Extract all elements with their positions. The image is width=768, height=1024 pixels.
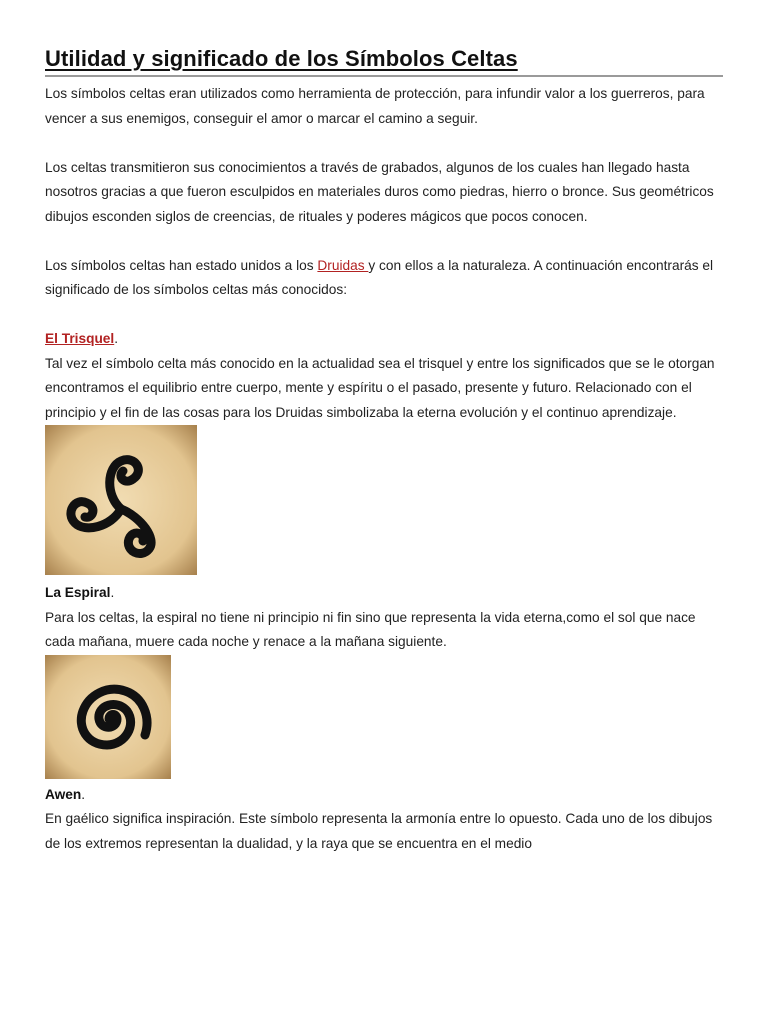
druids-paragraph — [45, 254, 723, 303]
trisquel-text: Tal vez el símbolo celta más conocido en la actualidad sea el trisquel y entre los significados que se le otorgan encontramos el equilibrio entre cuerpo, mente y espíritu o el pasado, presente y futuro. Relacionado con el principio y el fin de las cosas para los Druidas simbolizaba la eterna evolución y el continuo aprendizaje. — [45, 355, 715, 420]
trisquel-link[interactable]: El Trisquel — [45, 331, 115, 346]
intro-paragraph: Los símbolos celtas eran utilizados como herramienta de protección, para infundir valor a los guerreros, para vencer a sus enemigos, conseguir el amor o marcar el camino a seguir. — [45, 86, 705, 126]
espiral-title: La Espiral — [45, 585, 111, 600]
druidas-link[interactable]: Druidas — [317, 257, 369, 273]
druids-text-before: Los símbolos celtas han estado unidos a los — [45, 257, 318, 273]
espiral-heading: La Espiral. — [45, 585, 115, 600]
trisquel-heading: El Trisquel. — [45, 331, 119, 346]
espiral-text: Para los celtas, la espiral no tiene ni principio ni fin sino que representa la vida eterna,como el sol que nace cada mañana, muere cada noche y renace a la mañana siguiente. — [45, 609, 696, 649]
awen-heading: Awen. — [45, 786, 86, 802]
awen-text: En gaélico significa inspiración. Este símbolo representa la armonía entre lo opuesto. Cada uno de los dibujos de los extremos representan la dualidad, y la raya que se encuentra en el medio — [45, 811, 713, 851]
spiral-image — [45, 655, 171, 779]
history-paragraph: Los celtas transmitieron sus conocimientos a través de grabados, algunos de los cuales han llegado hasta nosotros gracias a que fueron esculpidos en materiales duros como piedras, hierro o bronce. Sus geométricos dibujos esconden siglos de creencias, de rituales y poderes mágicos que pocos conocen. — [45, 159, 714, 224]
druids-text-after: y con ellos a la naturaleza. A continuación encontrarás el significado de los símbolos celtas más conocidos: — [45, 257, 714, 297]
awen-title: Awen — [45, 786, 82, 802]
document-page — [45, 46, 723, 856]
page-title: Utilidad y significado de los Símbolos Celtas — [45, 46, 723, 77]
trisquel-image — [45, 425, 197, 575]
